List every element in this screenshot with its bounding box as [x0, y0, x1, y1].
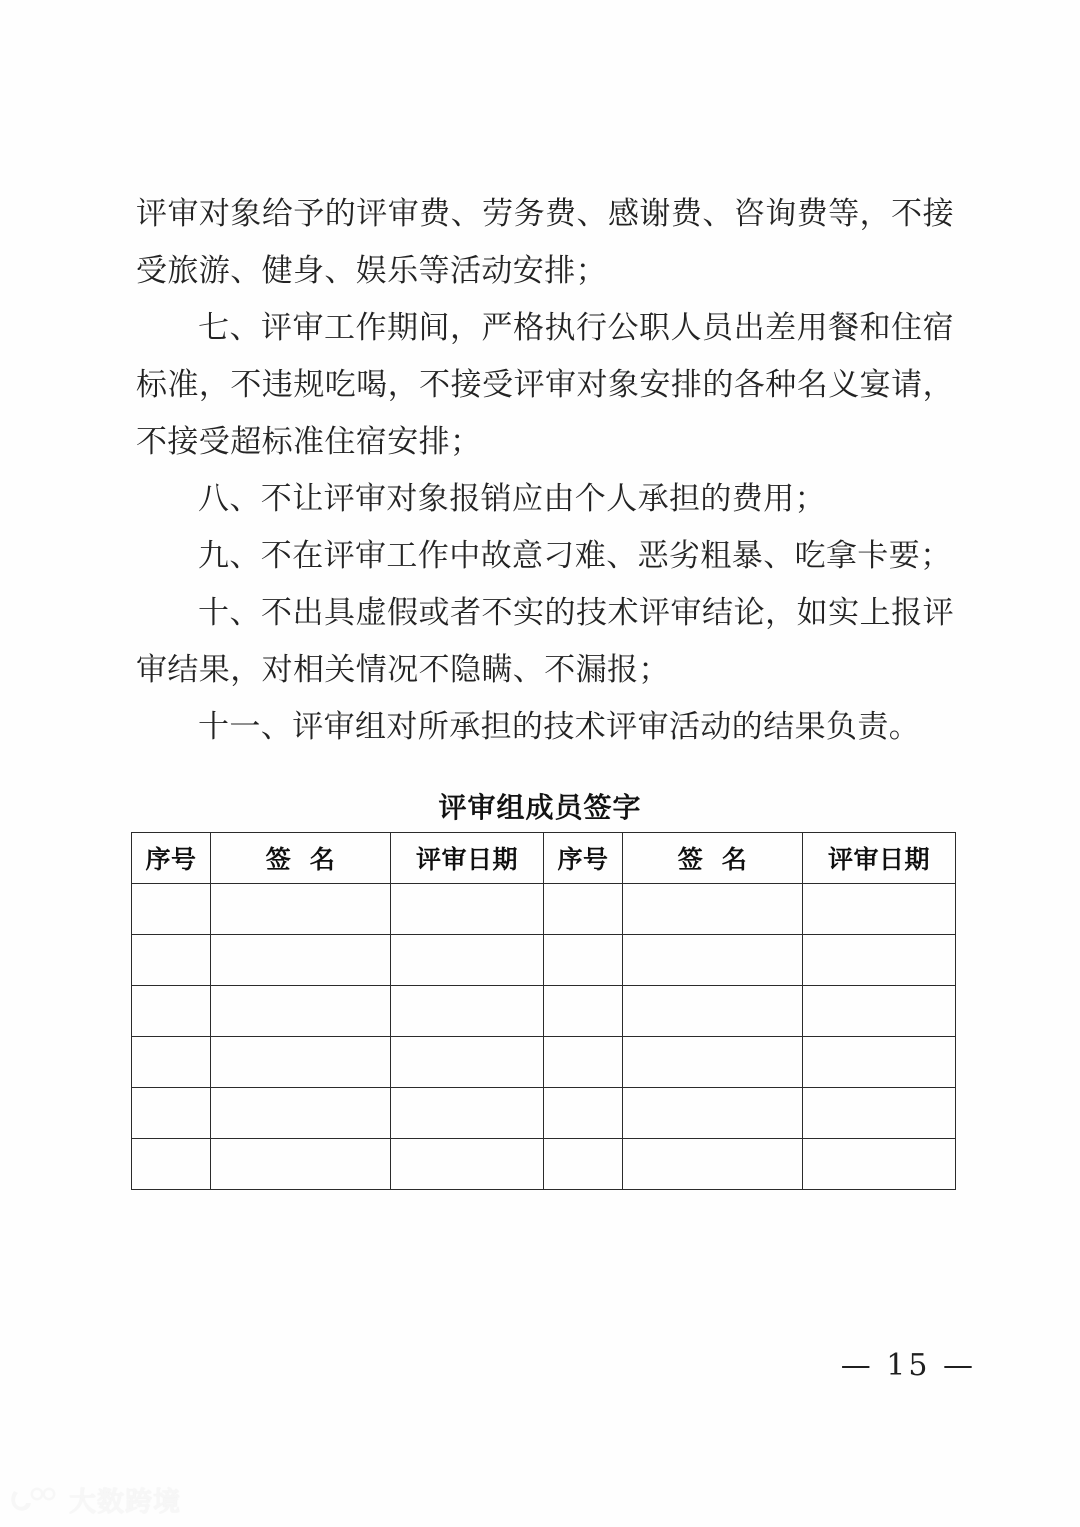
table-cell-date_2[interactable] [803, 1139, 956, 1190]
table-cell-seq_2[interactable] [544, 1088, 623, 1139]
table-cell-seq_1[interactable] [132, 1139, 211, 1190]
paragraph-item-nine: 九、不在评审工作中故意刁难、恶劣粗暴、吃拿卡要； [198, 538, 952, 574]
table-cell-date_1[interactable] [391, 1037, 544, 1088]
table-row [132, 1139, 956, 1190]
table-cell-date_1[interactable] [391, 1088, 544, 1139]
table-cell-name_2[interactable] [623, 1037, 803, 1088]
table-cell-date_1[interactable] [391, 935, 544, 986]
table-cell-seq_1[interactable] [132, 1037, 211, 1088]
page-number: — 15 — [840, 1348, 976, 1383]
table-cell-name_1[interactable] [211, 935, 391, 986]
table-cell-name_1[interactable] [211, 1139, 391, 1190]
table-cell-name_1[interactable] [211, 884, 391, 935]
table-row [132, 1088, 956, 1139]
table-cell-date_2[interactable] [803, 986, 956, 1037]
column-header-name-1: 签 名 [211, 833, 391, 884]
table-cell-seq_2[interactable] [544, 884, 623, 935]
table-cell-name_1[interactable] [211, 1088, 391, 1139]
table-cell-seq_1[interactable] [132, 884, 211, 935]
table-cell-seq_1[interactable] [132, 935, 211, 986]
table-body [132, 884, 956, 1190]
table-cell-seq_1[interactable] [132, 1088, 211, 1139]
table-row [132, 986, 956, 1037]
column-header-name-2: 签 名 [623, 833, 803, 884]
table-cell-date_1[interactable] [391, 986, 544, 1037]
signature-table-title: 评审组成员签字 [438, 791, 642, 824]
table-cell-date_1[interactable] [391, 1139, 544, 1190]
table-row [132, 884, 956, 935]
table-cell-name_2[interactable] [623, 1088, 803, 1139]
column-header-seq-1: 序号 [132, 833, 211, 884]
column-header-seq-2: 序号 [544, 833, 623, 884]
table-header-row [132, 833, 956, 884]
paragraph-item-eleven: 十一、评审组对所承担的技术评审活动的结果负责。 [198, 709, 921, 745]
table-cell-date_1[interactable] [391, 884, 544, 935]
column-header-date-2: 评审日期 [803, 833, 956, 884]
table-cell-name_2[interactable] [623, 1139, 803, 1190]
table-cell-name_1[interactable] [211, 1037, 391, 1088]
table-cell-seq_2[interactable] [544, 1139, 623, 1190]
table-cell-name_2[interactable] [623, 935, 803, 986]
table-cell-seq_2[interactable] [544, 1037, 623, 1088]
table-row [132, 935, 956, 986]
table-cell-name_1[interactable] [211, 986, 391, 1037]
paragraph-item-ten: 十、不出具虚假或者不实的技术评审结论，如实上报评审结果，对相关情况不隐瞒、不漏报； [136, 595, 954, 688]
column-header-date-1: 评审日期 [391, 833, 544, 884]
table-cell-name_2[interactable] [623, 884, 803, 935]
table-cell-date_2[interactable] [803, 1037, 956, 1088]
table-cell-seq_2[interactable] [544, 986, 623, 1037]
table-cell-date_2[interactable] [803, 1088, 956, 1139]
table-cell-seq_1[interactable] [132, 986, 211, 1037]
table-cell-seq_2[interactable] [544, 935, 623, 986]
body-text-block [136, 186, 954, 756]
table-cell-date_2[interactable] [803, 935, 956, 986]
table-cell-name_2[interactable] [623, 986, 803, 1037]
watermark [8, 1480, 181, 1519]
signature-table [131, 832, 956, 1190]
watermark-text: 大数跨境 [69, 1487, 181, 1518]
table-row [132, 1037, 956, 1088]
dashu-kuajing-logo-icon [8, 1485, 60, 1515]
paragraph-item-six-continuation: 评审对象给予的评审费、劳务费、感谢费、咨询费等，不接受旅游、健身、娱乐等活动安排； [136, 196, 954, 289]
paragraph-item-seven: 七、评审工作期间，严格执行公职人员出差用餐和住宿标准，不违规吃喝，不接受评审对象安排的各种名义宴请，不接受超标准住宿安排； [136, 310, 954, 460]
table-cell-date_2[interactable] [803, 884, 956, 935]
paragraph-item-eight: 八、不让评审对象报销应由个人承担的费用； [198, 481, 826, 517]
